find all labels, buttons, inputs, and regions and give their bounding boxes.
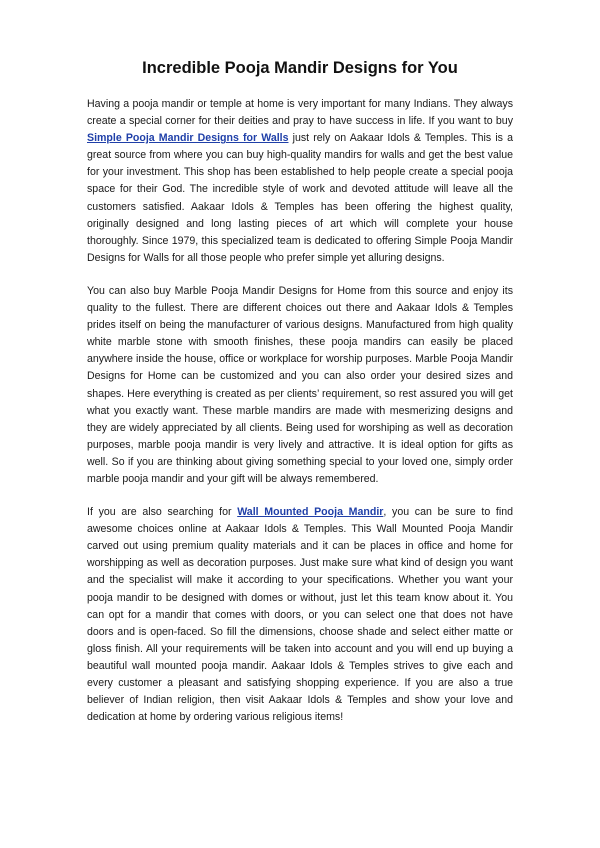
- wall-mounted-pooja-mandir-link[interactable]: Wall Mounted Pooja Mandir: [237, 506, 384, 519]
- simple-pooja-mandir-link[interactable]: Simple Pooja Mandir Designs for Walls: [87, 132, 289, 145]
- paragraph-marble: You can also buy Marble Pooja Mandir Designs for Home from this source and enjoy its quality to the fullest. There are different choices out there and Aakaar Idols & Temples prides itself on being the manufacturer of various designs. Manufactured from high quality white marble stone with smooth finishes, these pooja mandirs can easily be placed anywhere inside the house, office or workplace for worship purposes. Marble Pooja Mandir Designs for Home can be customized and you can also order your desired sizes and shapes. Here everything is created as per clients’ requirement, so rest assured you will get what you exactly want. These marble mandirs are made with mesmerizing designs and they are widely appreciated by all clients. Being used for worshiping as well as decoration purposes, marble pooja mandir is very lively and attractive. It is ideal option for gifts as well. So if you are thinking about giving something special to your loved one, simply order marble pooja mandir and your gift will be always remembered.: [87, 284, 513, 485]
- paragraph-wall-mounted-text-before: If you are also searching for: [87, 506, 238, 519]
- paragraph-intro-text-before: Having a pooja mandir or temple at home is very important for many Indians. They always create a special corner for their deities and pray to have success in life. If you want to buy: [87, 98, 513, 128]
- page-title: Incredible Pooja Mandir Designs for You: [142, 59, 458, 77]
- paragraph-intro-text-after: just rely on Aakaar Idols & Temples. This is a great source from where you can buy high-quality mandirs for walls and get the best value for your investment. This shop has been established to help people create a special pooja space for their God. The incredible style of work and devoted attitude will leave all the customers satisfied. Aakaar Idols & Temples has been offering the highest quality, originally designed and long lasting pieces of art which will complete your house thoroughly. Since 1979, this specialized team is dedicated to offering Simple Pooja Mandir Designs for Walls for all those people who prefer simple yet alluring designs.: [87, 132, 513, 264]
- paragraph-wall-mounted: [87, 504, 513, 726]
- paragraph-wall-mounted-text-after: , you can be sure to find awesome choices online at Aakaar Idols & Temples. This Wall Mounted Pooja Mandir carved out using premium quality materials and it can be places in office and home for worshipping as well as decoration purposes. Just make sure what kind of design you want and the specialist will make it according to your specifications. Whether you want your pooja mandir to be designed with domes or without, just let this team know about it. You can opt for a mandir that comes with doors, or you can select one that does not have doors and is open-faced. So fill the dimensions, choose shade and select either matte or gloss finish. All your requirements will be taken into account and you will end up buying a beautiful wall mounted pooja mandir. Aakaar Idols & Temples strives to give each and every customer a pleasant and satisfying shopping experience. If you are also a true believer of Indian religion, then visit Aakaar Idols & Temples and show your love and dedication at home by ordering various religious items!: [87, 506, 513, 724]
- paragraph-intro: [87, 96, 513, 267]
